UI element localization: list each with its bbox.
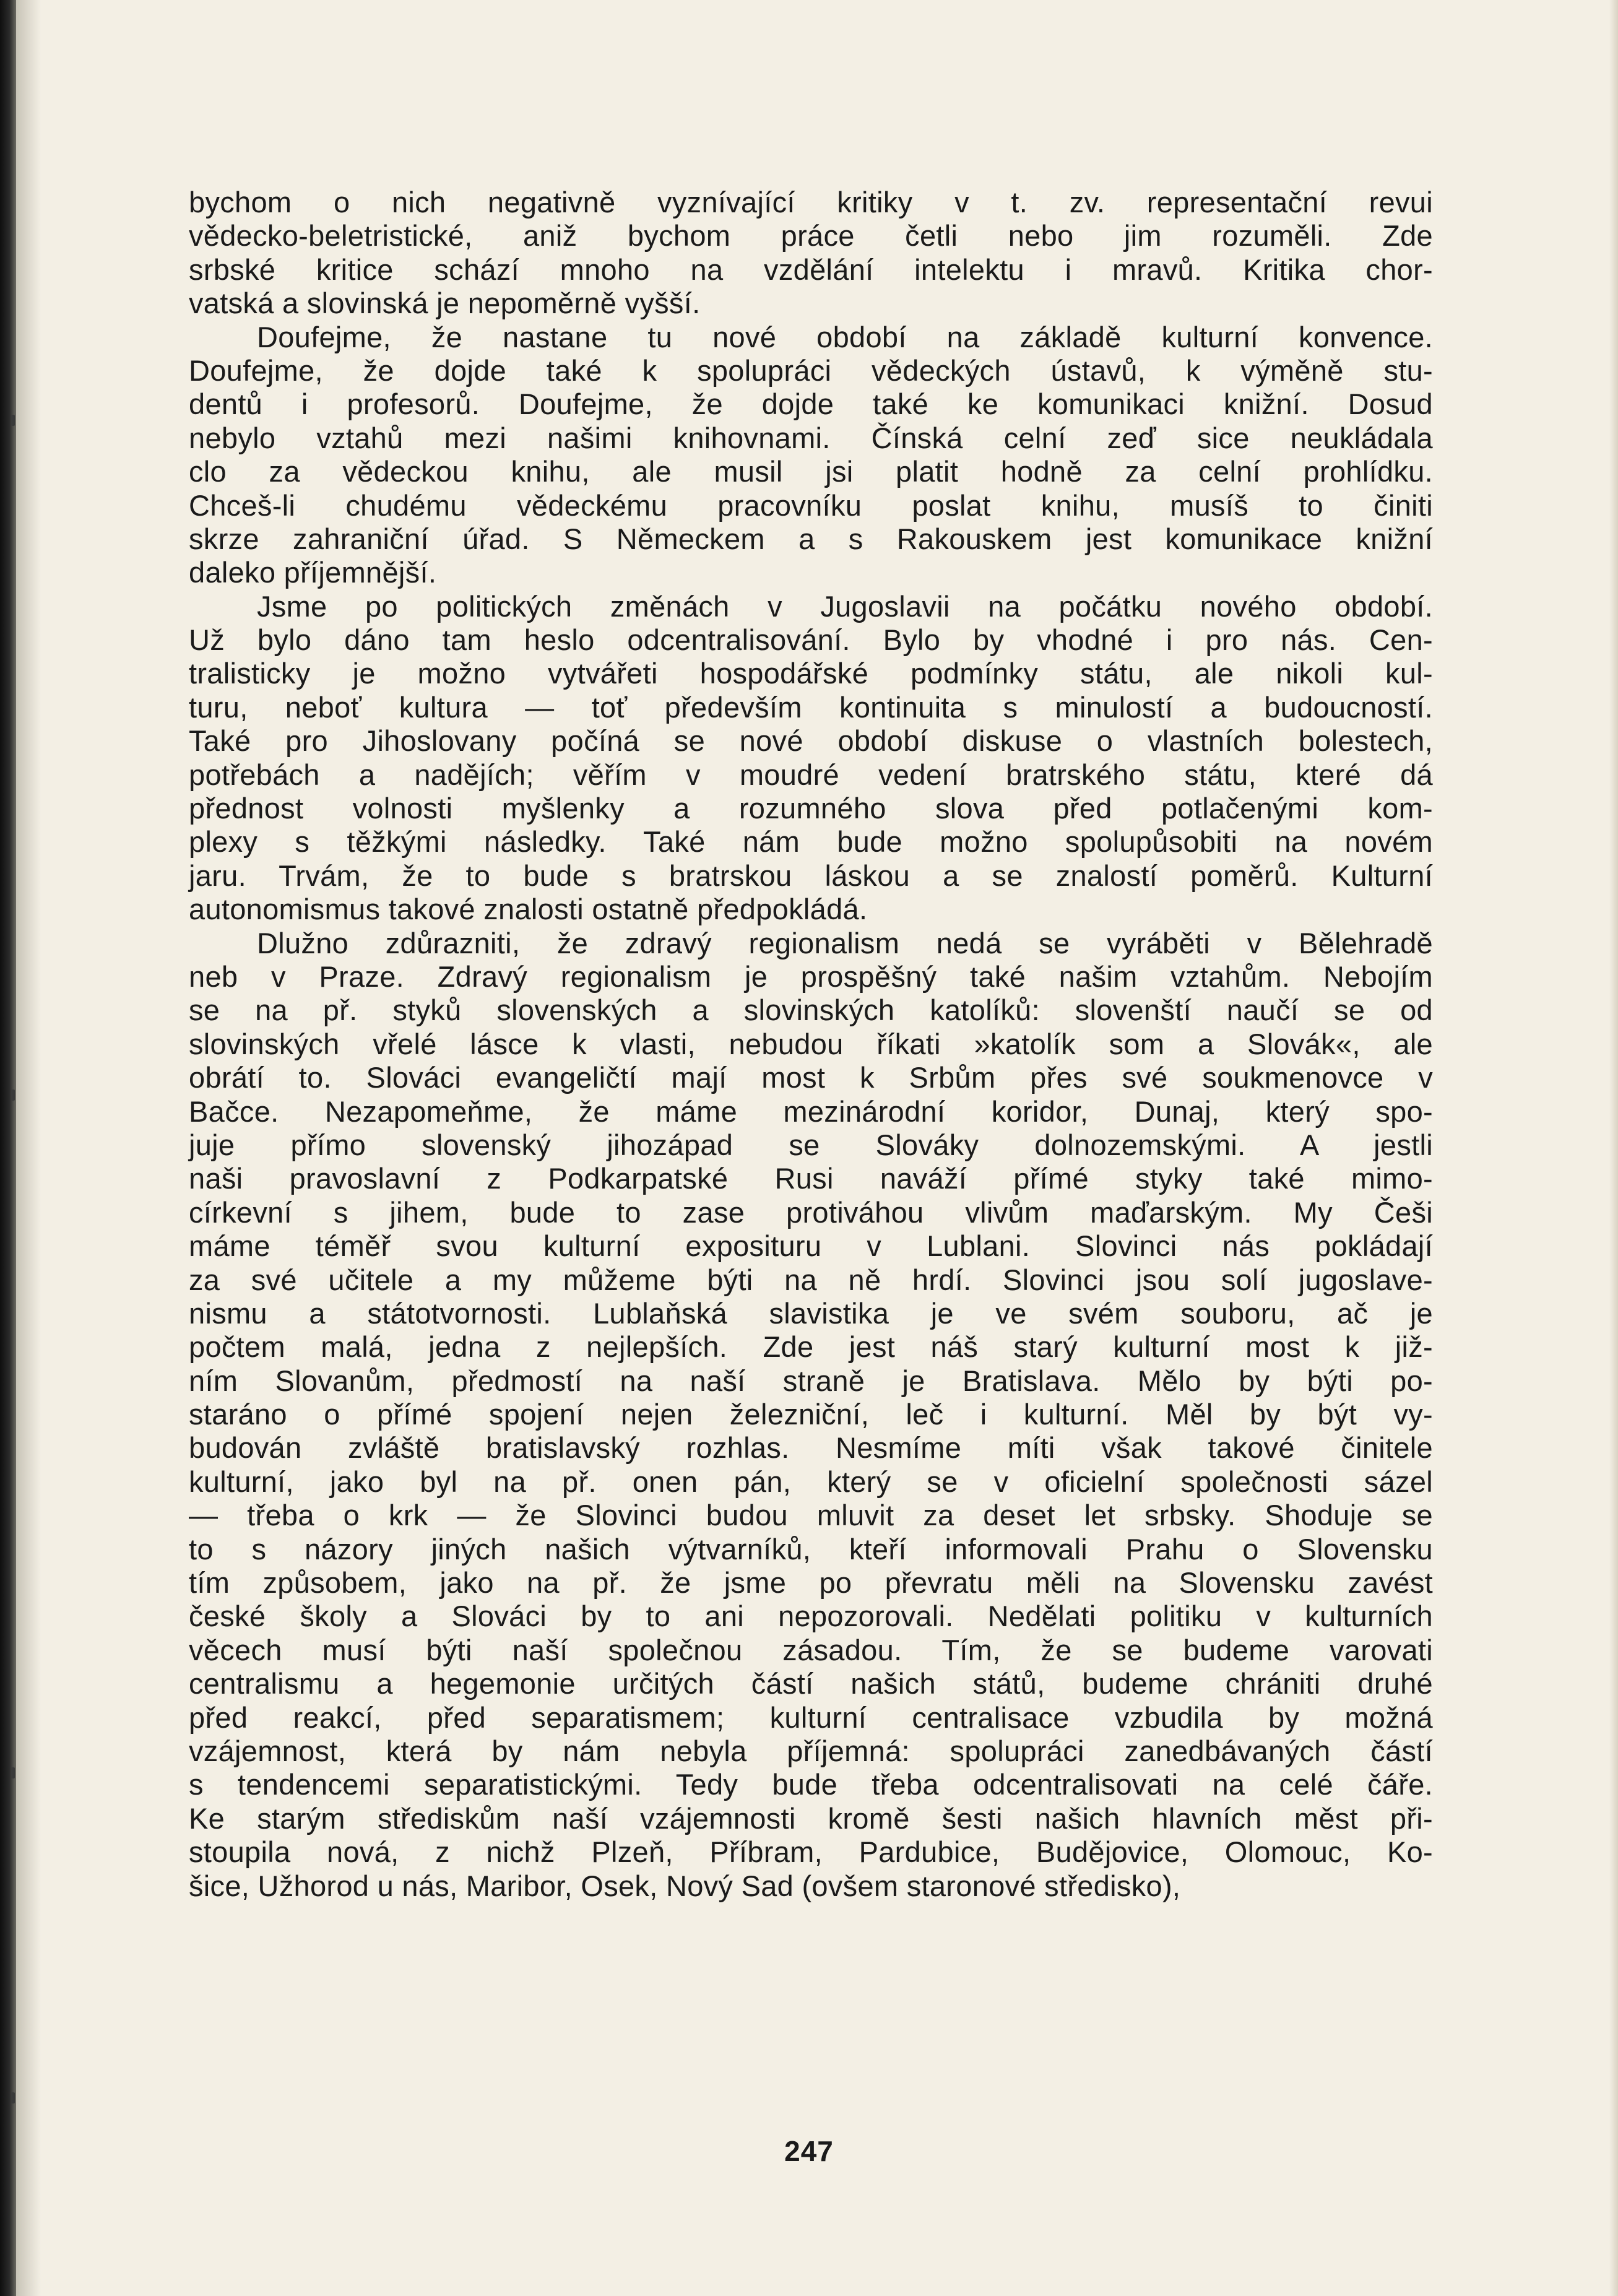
text-line: daleko příjemnější. <box>189 556 437 589</box>
text-line: autonomismus takové znalosti ostatně předpokládá. <box>189 893 868 926</box>
text-line: Také pro Jihoslovany počíná se nové období diskuse o vlastních bolestech, <box>189 724 1433 758</box>
text-line: to s názory jiných našich výtvarníků, kteří informovali Prahu o Slovensku <box>189 1532 1433 1566</box>
text-line: vzájemnost, která by nám nebyla příjemná: spolupráci zanedbávaných částí <box>189 1734 1433 1767</box>
body-text <box>189 186 1433 1903</box>
text-line: vědecko-beletristické, aniž bychom práce četli nebo jim rozuměli. Zde <box>189 219 1433 253</box>
text-line: nismu a státotvornosti. Lublaňská slavistika je ve svém souboru, ač je <box>189 1296 1433 1330</box>
text-line: Dlužno zdůrazniti, že zdravý regionalism nedá se vyráběti v Bělehradě <box>257 926 1433 960</box>
text-line: máme téměř svou kulturní exposituru v Lublani. Slovinci nás pokládají <box>189 1229 1433 1263</box>
text-line: počtem malá, jedna z nejlepších. Zde jest náš starý kulturní most k již- <box>189 1330 1433 1364</box>
book-spine <box>0 0 16 2296</box>
text-line: věcech musí býti naší společnou zásadou. Tím, že se budeme varovati <box>189 1633 1433 1666</box>
text-line: turu, neboť kultura — toť především kontinuita s minulostí a budoucností. <box>189 690 1433 724</box>
paragraph <box>189 321 1433 590</box>
text-line: bychom o nich negativně vyznívající kritiky v t. zv. representační revui <box>189 186 1433 219</box>
text-line: budován zvláště bratislavský rozhlas. Nesmíme míti však takové činitele <box>189 1431 1433 1465</box>
text-line: naši pravoslavní z Podkarpatské Rusi naváží přímé styky také mimo- <box>189 1162 1433 1195</box>
text-line: šice, Užhorod u nás, Maribor, Osek, Nový Sad (ovšem staronové středisko), <box>189 1869 1181 1902</box>
text-line: jaru. Trvám, že to bude s bratrskou láskou a se znalostí poměrů. Kulturní <box>189 859 1433 892</box>
text-line: se na př. styků slovenských a slovinských katolíků: slovenští naučí se od <box>189 994 1433 1027</box>
paragraph <box>189 590 1433 927</box>
page-edge <box>1609 0 1618 2296</box>
text-line: slovinských vřelé lásce k vlasti, nebudou říkati »katolík som a Slovák«, ale <box>189 1027 1433 1060</box>
text-line: ním Slovanům, předmostí na naší straně je Bratislava. Mělo by býti po- <box>189 1364 1433 1397</box>
text-line: dentů i profesorů. Doufejme, že dojde také ke komunikaci knižní. Dosud <box>189 388 1433 421</box>
text-line: staráno o přímé spojení nejen železniční, leč i kulturní. Měl by být vy- <box>189 1398 1433 1431</box>
text-line: tralisticky je možno vytvářeti hospodářské podmínky státu, ale nikoli kul- <box>189 657 1433 690</box>
margin-mark <box>11 1090 15 1101</box>
text-line: skrze zahraniční úřad. S Německem a s Rakouskem jest komunikace knižní <box>189 522 1433 555</box>
text-line: vatská a slovinská je nepoměrně vyšší. <box>189 287 701 320</box>
text-line: Doufejme, že dojde také k spolupráci vědeckých ústavů, k výměně stu- <box>189 353 1433 387</box>
text-line: s tendencemi separatistickými. Tedy bude třeba odcentralisovati na celé čáře. <box>189 1768 1433 1801</box>
text-line: stoupila nová, z nichž Plzeň, Příbram, Pardubice, Budějovice, Olomouc, Ko- <box>189 1835 1433 1869</box>
margin-mark <box>11 2092 15 2103</box>
text-line: neb v Praze. Zdravý regionalism je prospěšný také našim vztahům. Nebojím <box>189 960 1433 993</box>
text-line: za své učitele a my můžeme býti na ně hrdí. Slovinci jsou solí jugoslave- <box>189 1263 1433 1296</box>
text-line: církevní s jihem, bude to zase protiváhou vlivům maďarským. My Češi <box>189 1195 1433 1229</box>
text-line: potřebách a nadějích; věřím v moudré vedení bratrského státu, které dá <box>189 758 1433 791</box>
text-line: přednost volnosti myšlenky a rozumného slova před potlačenými kom- <box>189 792 1433 825</box>
text-line: nebylo vztahů mezi našimi knihovnami. Čínská celní zeď sice neukládala <box>189 421 1433 454</box>
text-line: Chceš-li chudému vědeckému pracovníku poslat knihu, musíš to činiti <box>189 488 1433 522</box>
text-line: juje přímo slovenský jihozápad se Slováky dolnozemskými. A jestli <box>189 1128 1433 1161</box>
text-line: srbské kritice schází mnoho na vzdělání intelektu i mravů. Kritika chor- <box>189 253 1433 286</box>
text-line: clo za vědeckou knihu, ale musil jsi platit hodně za celní prohlídku. <box>189 455 1433 488</box>
text-line: tím způsobem, jako na př. že jsme po převratu měli na Slovensku zavést <box>189 1566 1433 1600</box>
text-line: obrátí to. Slováci evangeličtí mají most k Srbům přes své soukmenovce v <box>189 1061 1433 1094</box>
text-line: Už bylo dáno tam heslo odcentralisování. Bylo by vhodné i pro nás. Cen- <box>189 623 1433 657</box>
text-line: kulturní, jako byl na př. onen pán, který se v oficielní společnosti sázel <box>189 1465 1433 1498</box>
page-number: 247 <box>784 2135 834 2167</box>
paragraph <box>189 186 1433 321</box>
paragraph <box>189 927 1433 1903</box>
margin-mark <box>11 1767 15 1778</box>
text-line: centralismu a hegemonie určitých částí našich států, budeme chrániti druhé <box>189 1667 1433 1700</box>
text-line: Doufejme, že nastane tu nové období na základě kulturní konvence. <box>257 320 1433 353</box>
text-line: Ke starým střediskům naší vzájemnosti kromě šesti našich hlavních měst při- <box>189 1801 1433 1835</box>
text-line: — třeba o krk — že Slovinci budou mluvit za deset let srbsky. Shoduje se <box>189 1499 1433 1532</box>
text-line: české školy a Slováci by to ani nepozorovali. Nedělati politiku v kulturních <box>189 1600 1433 1633</box>
text-line: Bačce. Nezapomeňme, že máme mezinárodní koridor, Dunaj, který spo- <box>189 1094 1433 1128</box>
text-line: plexy s těžkými následky. Také nám bude možno spolupůsobiti na novém <box>189 825 1433 859</box>
spine-shadow <box>16 0 41 2296</box>
text-line: před reakcí, před separatismem; kulturní centralisace vzbudila by možná <box>189 1700 1433 1734</box>
text-line: Jsme po politických změnách v Jugoslavii na počátku nového období. <box>257 589 1433 623</box>
margin-mark <box>11 415 15 426</box>
